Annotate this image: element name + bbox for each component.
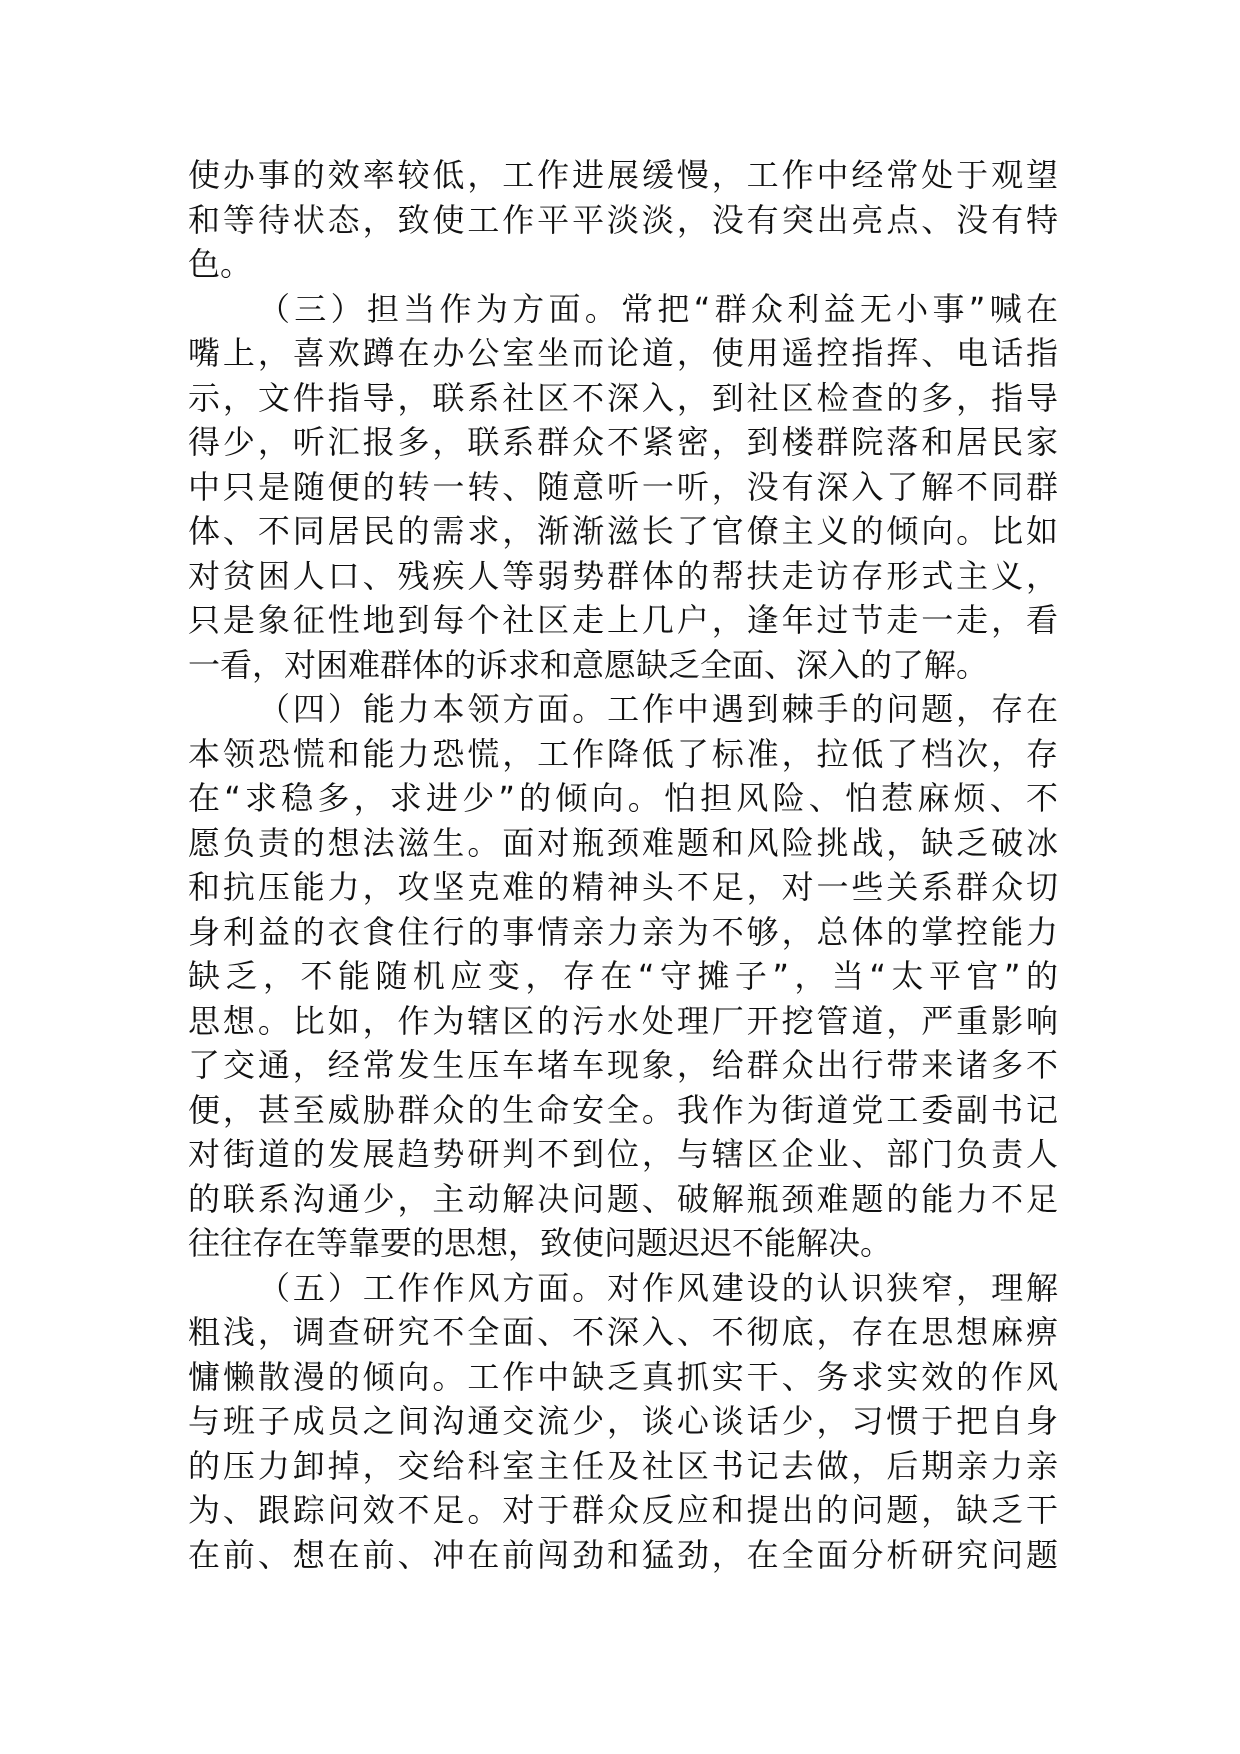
text-line: 愿负责的想法滋生。面对瓶颈难题和风险挑战，缺乏破冰 xyxy=(188,823,1058,862)
text-line: 往往存在等靠要的思想，致使问题迟迟不能解决。 xyxy=(188,1224,893,1262)
text-line: 粗浅，调查研究不全面、不深入、不彻底，存在思想麻痹 xyxy=(188,1313,1058,1351)
text-line: 嘴上，喜欢蹲在办公室坐而论道，使用遥控指挥、电话指 xyxy=(188,334,1058,372)
text-line: 使办事的效率较低，工作进展缓慢，工作中经常处于观望 xyxy=(188,156,1058,194)
text-line: 的压力卸掉，交给科室主任及社区书记去做，后期亲力亲 xyxy=(188,1446,1058,1485)
text-line: 思想。比如，作为辖区的污水处理厂开挖管道，严重影响 xyxy=(188,1001,1058,1040)
text-line: 一看，对困难群体的诉求和意愿缺乏全面、深入的了解。 xyxy=(188,645,989,684)
text-line: 在“求稳多，求进少”的倾向。怕担风险、怕惹麻烦、不 xyxy=(188,779,1058,817)
text-line: （四）能力本领方面。工作中遇到棘手的问题，存在 xyxy=(258,690,1058,728)
text-line: 只是象征性地到每个社区走上几户，逢年过节走一走，看 xyxy=(188,601,1058,639)
text-line: 身利益的衣食住行的事情亲力亲为不够，总体的掌控能力 xyxy=(188,912,1058,951)
text-line: 对贫困人口、残疾人等弱势群体的帮扶走访存形式主义， xyxy=(188,556,1058,595)
text-line: 色。 xyxy=(188,245,253,283)
text-line: （三）担当作为方面。常把“群众利益无小事”喊在 xyxy=(258,289,1058,328)
text-line: 慵懒散漫的倾向。工作中缺乏真抓实干、务求实效的作风 xyxy=(188,1357,1058,1396)
text-line: 便，甚至威胁群众的生命安全。我作为街道党工委副书记 xyxy=(188,1090,1058,1129)
text-line: 和抗压能力，攻坚克难的精神头不足，对一些关系群众切 xyxy=(188,868,1058,906)
text-line: 得少，听汇报多，联系群众不紧密，到楼群院落和居民家 xyxy=(188,423,1058,461)
text-line: 为、跟踪问效不足。对于群众反应和提出的问题，缺乏干 xyxy=(188,1491,1058,1529)
text-line: 在前、想在前、冲在前闯劲和猛劲，在全面分析研究问题 xyxy=(188,1535,1058,1574)
text-line: 本领恐慌和能力恐慌，工作降低了标准，拉低了档次，存 xyxy=(188,734,1058,773)
text-line: 对街道的发展趋势研判不到位，与辖区企业、部门负责人 xyxy=(188,1135,1058,1173)
text-line: 缺乏，不能随机应变，存在“守摊子”，当“太平官”的 xyxy=(188,957,1058,995)
body-text xyxy=(188,153,1058,1577)
text-line: 与班子成员之间沟通交流少，谈心谈话少，习惯于把自身 xyxy=(188,1402,1058,1440)
text-line: 了交通，经常发生压车堵车现象，给群众出行带来诸多不 xyxy=(188,1046,1058,1084)
text-line: 和等待状态，致使工作平平淡淡，没有突出亮点、没有特 xyxy=(188,200,1058,239)
text-line: 中只是随便的转一转、随意听一听，没有深入了解不同群 xyxy=(188,467,1058,506)
text-line: 示，文件指导，联系社区不深入，到社区检查的多，指导 xyxy=(188,378,1058,417)
text-line: 的联系沟通少，主动解决问题、破解瓶颈难题的能力不足 xyxy=(188,1179,1058,1218)
text-line: 体、不同居民的需求，渐渐滋长了官僚主义的倾向。比如 xyxy=(188,512,1058,550)
text-line: （五）工作作风方面。对作风建设的认识狭窄，理解 xyxy=(258,1268,1058,1307)
